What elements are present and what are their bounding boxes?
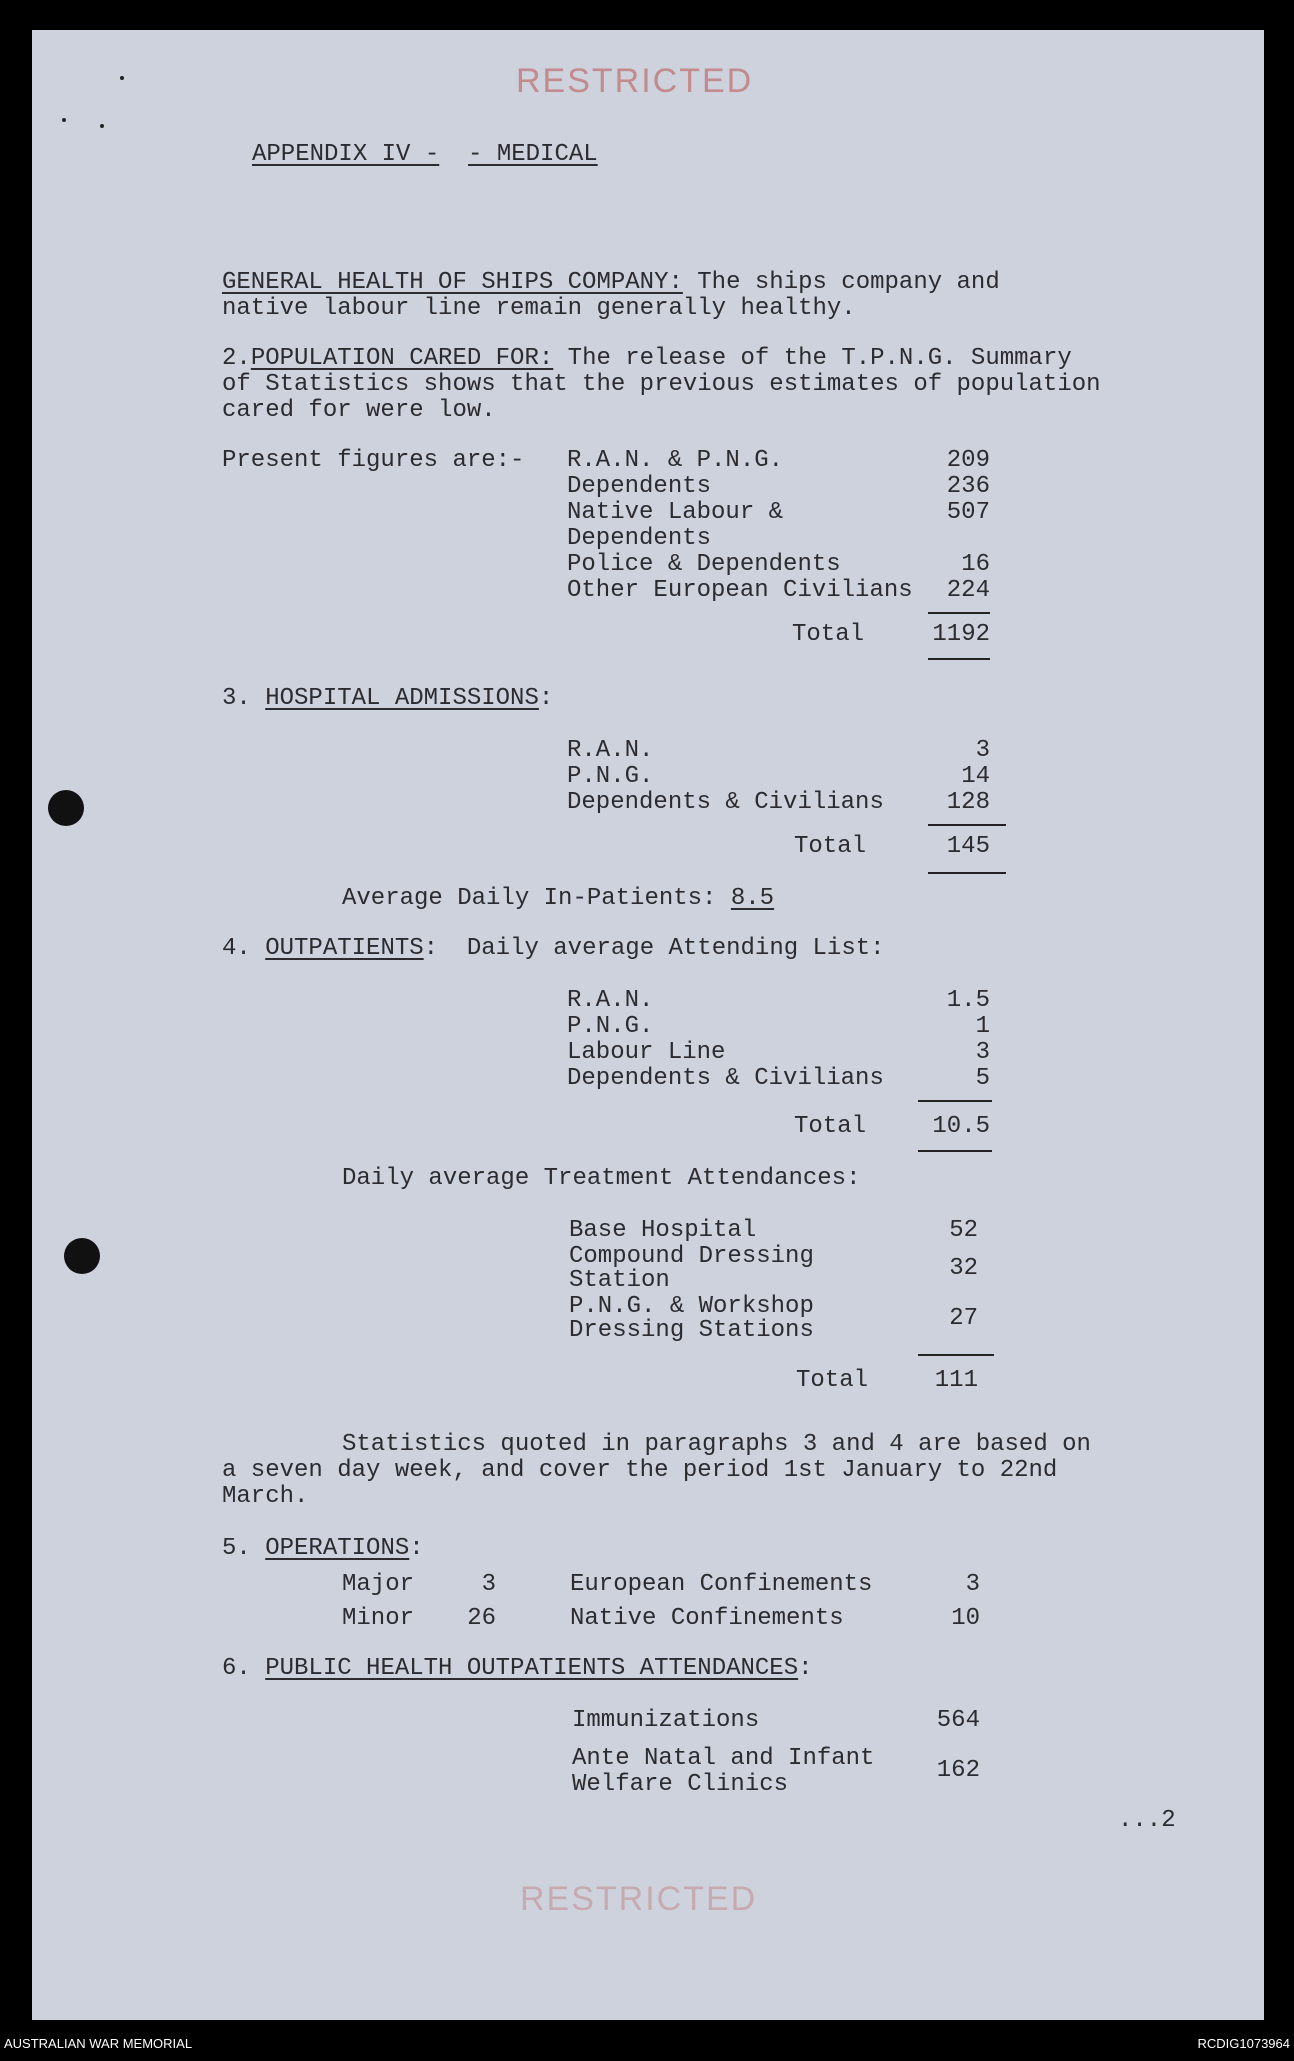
p2-heading: POPULATION CARED FOR: bbox=[250, 345, 554, 372]
p3-avg-line bbox=[342, 886, 774, 912]
p3-heading-line bbox=[222, 686, 553, 712]
p4-treat-label: Compound Dressing bbox=[569, 1243, 814, 1270]
total-rule bbox=[918, 1100, 992, 1102]
p3-row-value: 128 bbox=[946, 789, 990, 816]
p4-heading-line bbox=[222, 936, 885, 962]
p5-colon: : bbox=[409, 1535, 424, 1562]
p4-text: : Daily average Attending List: bbox=[423, 935, 885, 962]
p5-minor-value: 26 bbox=[467, 1605, 496, 1632]
p2-row-value: 224 bbox=[946, 577, 990, 604]
p4-row-value: 5 bbox=[975, 1065, 990, 1092]
p6-immun-value: 564 bbox=[936, 1707, 980, 1734]
p5-major-label: Major bbox=[342, 1571, 415, 1598]
p3-heading: HOSPITAL ADMISSIONS bbox=[265, 685, 539, 712]
p3-total-label: Total bbox=[794, 833, 867, 860]
p3-avg-value: 8.5 bbox=[730, 885, 775, 912]
p5-minor-label: Minor bbox=[342, 1605, 415, 1632]
p4-treat-label: Base Hospital bbox=[569, 1217, 757, 1244]
footer-record-id: RCDIG1073964 bbox=[1197, 2036, 1290, 2051]
p2-row-label: Native Labour & bbox=[567, 499, 784, 526]
p5-euro-value: 3 bbox=[965, 1571, 980, 1598]
p4-heading: OUTPATIENTS bbox=[265, 935, 424, 962]
p4-row-label: P.N.G. bbox=[567, 1013, 654, 1040]
stats-line1: Statistics quoted in paragraphs 3 and 4 are based on bbox=[342, 1431, 1091, 1458]
total-rule bbox=[928, 658, 990, 660]
total-rule bbox=[928, 824, 1006, 826]
p3-row-value: 14 bbox=[961, 763, 990, 790]
p4-total-value: 10.5 bbox=[932, 1113, 990, 1140]
p2-row-label: Dependents bbox=[567, 473, 712, 500]
total-rule bbox=[918, 1150, 992, 1152]
p6-heading-line bbox=[222, 1656, 813, 1682]
p1-line2: native labour line remain generally healthy. bbox=[222, 295, 856, 322]
speck bbox=[120, 76, 124, 80]
stats-line3: March. bbox=[222, 1483, 309, 1510]
p2-line2: of Statistics shows that the previous estimates of population bbox=[222, 371, 1101, 398]
p2-row-label: Other European Civilians bbox=[567, 577, 913, 604]
p4-treat-label: Station bbox=[569, 1267, 670, 1294]
punch-hole bbox=[64, 1238, 100, 1274]
page-continuation: ...2 bbox=[1118, 1807, 1176, 1834]
p1-heading: GENERAL HEALTH OF SHIPS COMPANY: bbox=[222, 269, 683, 296]
p4-treat-value: 52 bbox=[949, 1217, 978, 1244]
footer-institution: AUSTRALIAN WAR MEMORIAL bbox=[4, 2036, 193, 2051]
p2-intro: Present figures are:- bbox=[222, 447, 525, 474]
p4-row-value: 3 bbox=[975, 1039, 990, 1066]
p1-text1: The ships company and bbox=[682, 269, 1000, 296]
p6-num: 6. bbox=[222, 1655, 266, 1682]
p2-total-value: 1192 bbox=[932, 621, 990, 648]
p6-ante-value: 162 bbox=[936, 1757, 980, 1784]
p4-row-value: 1.5 bbox=[946, 987, 990, 1014]
p4-treat-value: 32 bbox=[949, 1255, 978, 1282]
total-rule bbox=[928, 872, 1006, 874]
p2-line3: cared for were low. bbox=[222, 397, 496, 424]
p4-row-value: 1 bbox=[975, 1013, 990, 1040]
p3-row-label: R.A.N. bbox=[567, 737, 654, 764]
p6-immun-label: Immunizations bbox=[572, 1707, 760, 1734]
p2-row-label: R.A.N. & P.N.G. bbox=[567, 447, 784, 474]
p6-heading: PUBLIC HEALTH OUTPATIENTS ATTENDANCES bbox=[265, 1655, 799, 1682]
p4-total-label: Total bbox=[794, 1113, 867, 1140]
punch-hole bbox=[48, 790, 84, 826]
p3-avg-label: Average Daily In-Patients: bbox=[342, 885, 731, 912]
title-left: APPENDIX IV - bbox=[252, 141, 440, 168]
stats-line2: a seven day week, and cover the period 1st January to 22nd bbox=[222, 1457, 1058, 1484]
p4-treat-total-value: 111 bbox=[934, 1367, 978, 1394]
p4-treat-label: P.N.G. & Workshop bbox=[569, 1293, 814, 1320]
p5-heading-line bbox=[222, 1536, 424, 1562]
p3-row-label: Dependents & Civilians bbox=[567, 789, 884, 816]
p2-num: 2. bbox=[222, 345, 251, 372]
p2-row-value: 209 bbox=[946, 447, 990, 474]
restricted-stamp-top: RESTRICTED bbox=[516, 62, 754, 100]
title-right: - MEDICAL bbox=[468, 141, 598, 168]
p6-colon: : bbox=[798, 1655, 813, 1682]
p5-major-value: 3 bbox=[481, 1571, 496, 1598]
p2-total-label: Total bbox=[792, 621, 865, 648]
p4-row-label: Labour Line bbox=[567, 1039, 726, 1066]
p2-row-value: 236 bbox=[946, 473, 990, 500]
p5-num: 5. bbox=[222, 1535, 266, 1562]
page-title bbox=[252, 142, 598, 168]
p3-row-value: 3 bbox=[975, 737, 990, 764]
p4-row-label: Dependents & Civilians bbox=[567, 1065, 884, 1092]
p5-heading: OPERATIONS bbox=[265, 1535, 410, 1562]
p6-ante-label: Ante Natal and Infant bbox=[572, 1745, 875, 1772]
p4-treat-value: 27 bbox=[949, 1305, 978, 1332]
p5-native-label: Native Confinements bbox=[570, 1605, 844, 1632]
p2-row-label: Police & Dependents bbox=[567, 551, 841, 578]
p3-colon: : bbox=[538, 685, 554, 712]
restricted-stamp-bottom: RESTRICTED bbox=[520, 1880, 758, 1918]
p2-text1: The release of the T.P.N.G. Summary bbox=[553, 345, 1072, 372]
p4-num: 4. bbox=[222, 935, 266, 962]
p4-treat-total-label: Total bbox=[796, 1367, 869, 1394]
speck bbox=[62, 118, 66, 122]
p2-row-value: 507 bbox=[946, 499, 990, 526]
total-rule bbox=[928, 612, 990, 614]
p1-line1 bbox=[222, 270, 1000, 296]
speck bbox=[100, 124, 104, 128]
p5-euro-label: European Confinements bbox=[570, 1571, 873, 1598]
p3-total-value: 145 bbox=[946, 833, 990, 860]
p5-native-value: 10 bbox=[951, 1605, 980, 1632]
p3-row-label: P.N.G. bbox=[567, 763, 654, 790]
p2-row-value: 16 bbox=[961, 551, 990, 578]
p6-ante-label: Welfare Clinics bbox=[572, 1771, 789, 1798]
p4-treat-heading: Daily average Treatment Attendances: bbox=[342, 1165, 861, 1192]
p3-num: 3. bbox=[222, 685, 266, 712]
p2-row-label: Dependents bbox=[567, 525, 712, 552]
p4-row-label: R.A.N. bbox=[567, 987, 654, 1014]
total-rule bbox=[918, 1354, 994, 1356]
p4-treat-label: Dressing Stations bbox=[569, 1317, 814, 1344]
p2-line1 bbox=[222, 346, 1072, 372]
